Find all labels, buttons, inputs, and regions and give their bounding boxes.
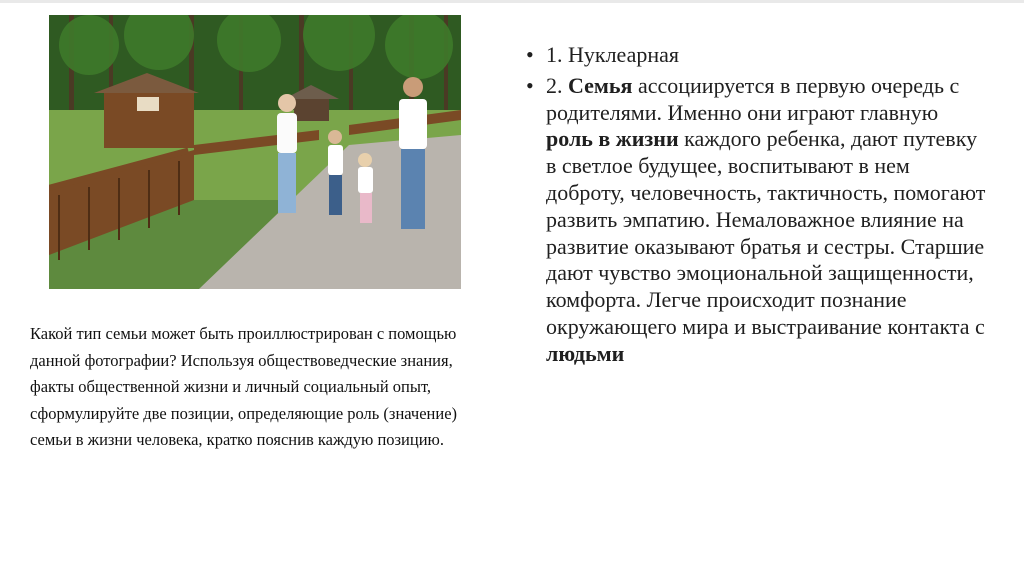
bullet2-text-part3: каждого ребенка, дают путевку в светлое будущее, воспитывают в нем доброту, человечность, тактичность, помогают развить эмпатию. Немаловажное влияние на развитие оказывают братья и сестры. Старшие дают чувство эмоциональной защищенности, комфорта. Легче происходит познание окружающего мира и выстраивание контакта с [546,126,986,339]
bullet2-text-part1: 2. [546,72,568,98]
bullet-text-1: 1. Нуклеарная [546,42,680,67]
bullet2-text-part2: ассоциируется в первую очередь с родителями. Именно они играют главную [546,72,960,125]
bullet2-bold-family: Семья [568,72,633,98]
question-text: Какой тип семьи может быть проиллюстрирован с помощью данной фотографии? Используя обществоведческие знания, факты общественной жизни и личный социальный опыт, сформулируйте две позиции, определяющие роль (значение) семьи в жизни человека, кратко пояснив каждую позицию. [30,324,458,450]
bullet2-bold-role: роль в жизни [546,126,679,152]
slide-top-border [0,0,1024,3]
bullet2-bold-people: людьми [546,340,625,366]
bullet-dot: • [526,72,534,98]
bullet-item-2 [516,73,986,368]
bullet-dot: • [526,42,534,67]
bullet-item-1 [516,42,986,69]
family-walking-photo-icon [49,15,461,289]
family-photo [49,15,461,289]
answer-bullets [516,42,986,372]
